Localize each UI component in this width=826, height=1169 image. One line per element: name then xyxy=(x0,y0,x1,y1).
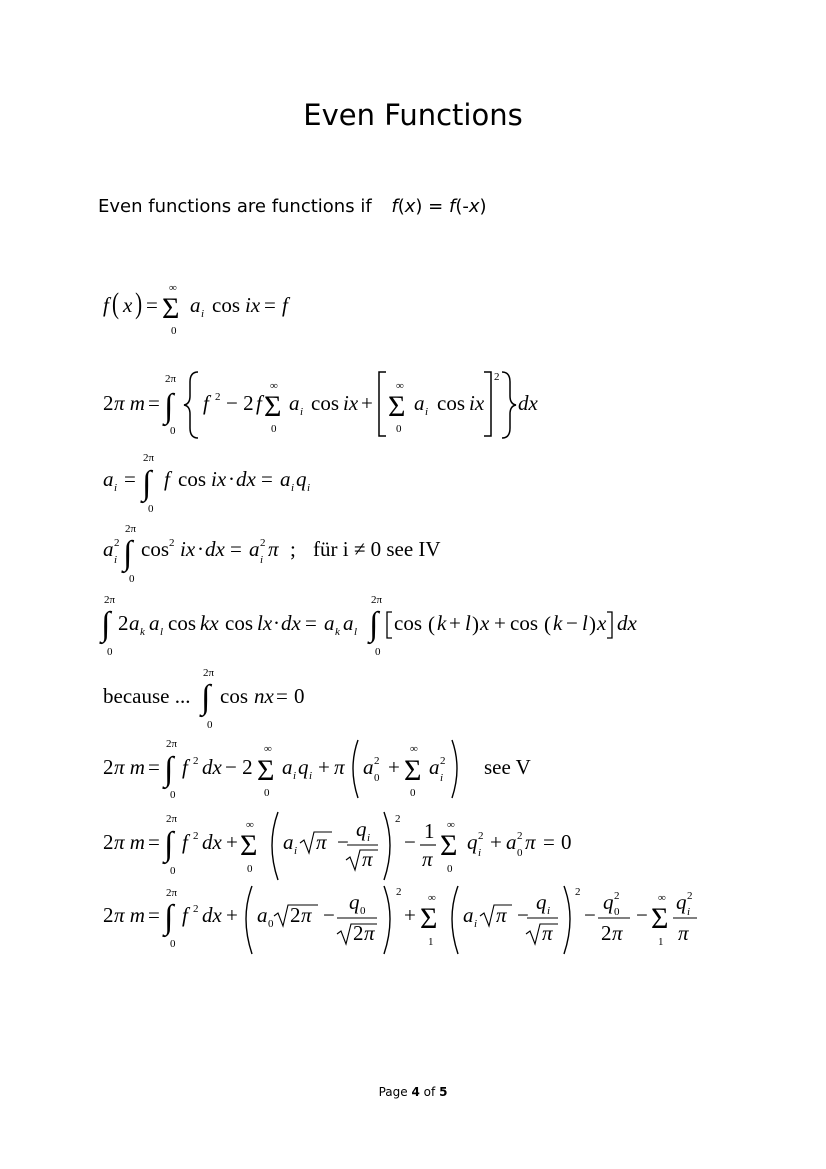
svg-text:cos: cos xyxy=(168,611,196,635)
svg-text:2: 2 xyxy=(601,921,612,945)
svg-text:i: i xyxy=(201,308,205,320)
svg-text:x: x xyxy=(480,611,490,635)
svg-text:a: a xyxy=(289,391,300,415)
svg-text:π: π xyxy=(362,847,373,871)
svg-text:∫: ∫ xyxy=(164,388,174,425)
svg-text:∞: ∞ xyxy=(264,743,272,755)
svg-text:2: 2 xyxy=(103,830,114,854)
svg-text:l: l xyxy=(582,611,588,635)
svg-text:+: + xyxy=(226,903,238,927)
svg-text:f: f xyxy=(182,755,188,779)
equation-2 xyxy=(103,371,539,438)
svg-text:i: i xyxy=(547,905,551,917)
svg-text:−: − xyxy=(323,903,335,927)
svg-text:∞: ∞ xyxy=(658,892,666,904)
svg-text:π: π xyxy=(301,903,312,927)
svg-text:0: 0 xyxy=(171,325,177,337)
svg-text:0: 0 xyxy=(170,425,176,437)
svg-text:0: 0 xyxy=(561,830,572,854)
svg-text:0: 0 xyxy=(207,719,213,731)
svg-text:dx: dx xyxy=(518,391,538,415)
even-condition: f(x) = f(-x) xyxy=(391,196,487,217)
svg-text:+: + xyxy=(449,611,461,635)
svg-text:π: π xyxy=(364,921,375,945)
svg-text:∞: ∞ xyxy=(447,819,455,831)
svg-text:Σ: Σ xyxy=(440,829,458,862)
svg-text:i: i xyxy=(291,482,295,494)
svg-text:2: 2 xyxy=(103,755,114,779)
svg-text:k: k xyxy=(437,611,447,635)
svg-text:∞: ∞ xyxy=(246,819,254,831)
svg-text:=: = xyxy=(148,903,160,927)
svg-text:π m: π m xyxy=(114,903,145,927)
svg-text:f: f xyxy=(256,391,262,415)
svg-text:0: 0 xyxy=(268,918,274,930)
svg-text:dx: dx xyxy=(236,467,256,491)
svg-text:π m: π m xyxy=(114,755,145,779)
svg-text:∫: ∫ xyxy=(201,679,211,716)
svg-text:i: i xyxy=(307,482,311,494)
svg-text:a: a xyxy=(363,755,374,779)
svg-text:0: 0 xyxy=(447,863,453,875)
svg-text:i: i xyxy=(309,770,313,782)
svg-text:i: i xyxy=(474,918,478,930)
svg-text:2π: 2π xyxy=(166,738,178,750)
svg-text:Σ: Σ xyxy=(264,390,282,423)
svg-text:): ) xyxy=(472,612,479,636)
equation-9 xyxy=(103,886,697,954)
svg-text:·: · xyxy=(273,611,280,635)
svg-text:π m: π m xyxy=(114,830,145,854)
svg-text:2: 2 xyxy=(114,537,120,549)
svg-text:+: + xyxy=(361,391,373,415)
svg-text:l: l xyxy=(160,626,164,638)
svg-text:=: = xyxy=(276,684,288,708)
svg-text:2: 2 xyxy=(260,537,266,549)
svg-text:Σ: Σ xyxy=(651,902,669,935)
svg-text:q: q xyxy=(536,890,547,914)
svg-text:=: = xyxy=(148,830,160,854)
svg-text:kx: kx xyxy=(200,611,219,635)
svg-text:2: 2 xyxy=(440,755,446,767)
svg-text:2: 2 xyxy=(614,890,620,902)
svg-text:i: i xyxy=(425,406,429,418)
svg-text:∫: ∫ xyxy=(164,751,174,788)
svg-text:−: − xyxy=(517,903,529,927)
svg-text:π m: π m xyxy=(114,391,145,415)
svg-text:dx: dx xyxy=(202,830,222,854)
footer-total-pages: 5 xyxy=(439,1085,448,1099)
svg-text:∫: ∫ xyxy=(164,826,174,863)
equation-8 xyxy=(103,812,572,880)
svg-text:k: k xyxy=(335,626,340,638)
svg-text:·: · xyxy=(228,467,235,491)
svg-text:2π: 2π xyxy=(125,523,137,535)
svg-text:Σ: Σ xyxy=(388,390,406,423)
svg-text:a: a xyxy=(280,467,291,491)
svg-text:l: l xyxy=(465,611,471,635)
equation-3 xyxy=(103,452,310,515)
svg-text:2π: 2π xyxy=(143,452,155,464)
svg-text:2π: 2π xyxy=(371,594,383,606)
svg-text:a: a xyxy=(324,611,335,635)
svg-text:π: π xyxy=(678,921,689,945)
svg-text:dx: dx xyxy=(281,611,301,635)
svg-text:∫: ∫ xyxy=(123,535,133,572)
svg-text:cos: cos xyxy=(212,293,240,317)
svg-text:2: 2 xyxy=(118,611,129,635)
svg-text:2: 2 xyxy=(215,391,221,403)
footer-current-page: 4 xyxy=(411,1085,420,1099)
svg-text:=: = xyxy=(305,611,317,635)
svg-text:a: a xyxy=(429,755,440,779)
svg-text:Σ: Σ xyxy=(257,754,275,787)
intro-text: Even functions are functions if xyxy=(98,196,372,217)
svg-text:0: 0 xyxy=(271,423,277,435)
svg-text:π: π xyxy=(525,830,536,854)
svg-text:2: 2 xyxy=(193,755,199,767)
svg-text:cos: cos xyxy=(394,611,422,635)
fur-note: für i ≠ 0 see IV xyxy=(313,537,441,561)
svg-text:k: k xyxy=(553,611,563,635)
page-title: Even Functions xyxy=(303,98,523,132)
svg-text:dx: dx xyxy=(202,903,222,927)
svg-text:i: i xyxy=(367,832,371,844)
svg-text:0: 0 xyxy=(517,847,523,859)
svg-text:=: = xyxy=(543,830,555,854)
svg-text:cos: cos xyxy=(220,684,248,708)
svg-text:ix: ix xyxy=(211,467,227,491)
svg-text:∫: ∫ xyxy=(142,465,152,502)
see-v-label: see V xyxy=(484,755,531,779)
svg-text:∞: ∞ xyxy=(169,282,177,294)
svg-text:l: l xyxy=(354,626,358,638)
footer-of-label: of xyxy=(423,1085,436,1099)
svg-text:−: − xyxy=(636,903,648,927)
svg-text:cos: cos xyxy=(437,391,465,415)
svg-text:): ) xyxy=(135,286,143,320)
svg-text:−: − xyxy=(584,903,596,927)
svg-text:a: a xyxy=(283,830,294,854)
svg-text:2: 2 xyxy=(478,830,484,842)
equation-6 xyxy=(103,667,305,731)
svg-text:2π: 2π xyxy=(166,887,178,899)
svg-text:−: − xyxy=(337,830,349,854)
svg-text:0: 0 xyxy=(247,863,253,875)
svg-text:∞: ∞ xyxy=(396,380,404,392)
svg-text:0: 0 xyxy=(170,865,176,877)
svg-text:;: ; xyxy=(290,537,296,561)
svg-text:q: q xyxy=(676,890,687,914)
svg-text:i: i xyxy=(440,772,444,784)
svg-text:0: 0 xyxy=(410,787,416,799)
svg-text:2: 2 xyxy=(517,830,523,842)
svg-text:f: f xyxy=(282,293,288,317)
svg-text:+: + xyxy=(404,903,416,927)
svg-text:π: π xyxy=(268,537,279,561)
svg-text:2: 2 xyxy=(494,371,500,383)
svg-text:∫: ∫ xyxy=(101,606,111,643)
svg-text:0: 0 xyxy=(148,503,154,515)
svg-text:ix: ix xyxy=(180,537,196,561)
svg-text:+: + xyxy=(226,830,238,854)
svg-text:2: 2 xyxy=(193,830,199,842)
svg-text:i: i xyxy=(294,845,298,857)
svg-text:2: 2 xyxy=(353,921,364,945)
svg-text:a: a xyxy=(282,755,293,779)
svg-text:2: 2 xyxy=(396,886,402,898)
svg-text:0: 0 xyxy=(396,423,402,435)
svg-text:π: π xyxy=(612,921,623,945)
svg-text:=: = xyxy=(148,755,160,779)
svg-text:cos: cos xyxy=(141,537,169,561)
svg-text:2: 2 xyxy=(103,391,114,415)
svg-text:i: i xyxy=(114,482,118,494)
svg-text:2: 2 xyxy=(374,755,380,767)
svg-text:i: i xyxy=(293,770,297,782)
svg-text:1: 1 xyxy=(658,936,664,948)
svg-text:1: 1 xyxy=(424,819,435,843)
svg-text:0: 0 xyxy=(374,772,380,784)
svg-text:q: q xyxy=(356,817,367,841)
svg-text:i: i xyxy=(687,906,691,918)
svg-text:2: 2 xyxy=(395,813,401,825)
svg-text:Σ: Σ xyxy=(162,292,180,325)
svg-text:∞: ∞ xyxy=(410,743,418,755)
svg-text:cos: cos xyxy=(225,611,253,635)
svg-text:0: 0 xyxy=(294,684,305,708)
svg-text:=: = xyxy=(124,467,136,491)
svg-text:a: a xyxy=(414,391,425,415)
svg-text:q: q xyxy=(349,890,360,914)
svg-text:− 2: − 2 xyxy=(225,755,253,779)
equation-5 xyxy=(99,594,638,658)
svg-text:∫: ∫ xyxy=(369,606,379,643)
svg-text:Σ: Σ xyxy=(404,754,422,787)
svg-text:a: a xyxy=(129,611,140,635)
svg-text:k: k xyxy=(140,626,145,638)
svg-text:=: = xyxy=(146,293,158,317)
svg-text:f: f xyxy=(182,830,188,854)
svg-text:2π: 2π xyxy=(165,373,177,385)
svg-text:0: 0 xyxy=(264,787,270,799)
svg-text:q: q xyxy=(298,755,309,779)
svg-text:=: = xyxy=(261,467,273,491)
svg-text:a: a xyxy=(463,903,474,927)
svg-text:f: f xyxy=(103,293,109,317)
svg-text:i: i xyxy=(260,554,264,566)
svg-text:π: π xyxy=(542,921,553,945)
svg-text:a: a xyxy=(506,830,517,854)
svg-text:∫: ∫ xyxy=(164,899,174,936)
svg-text:Σ: Σ xyxy=(240,829,258,862)
svg-text:): ) xyxy=(589,612,596,636)
page-footer xyxy=(0,1085,826,1099)
svg-text:cos: cos xyxy=(510,611,538,635)
svg-text:0: 0 xyxy=(360,905,366,917)
svg-text:2π: 2π xyxy=(104,594,116,606)
svg-text:∞: ∞ xyxy=(428,892,436,904)
svg-text:dx: dx xyxy=(202,755,222,779)
svg-text:cos: cos xyxy=(311,391,339,415)
svg-text:∞: ∞ xyxy=(270,380,278,392)
svg-text:2: 2 xyxy=(169,537,175,549)
svg-text:0: 0 xyxy=(170,789,176,801)
svg-text:2π: 2π xyxy=(166,813,178,825)
svg-text:0: 0 xyxy=(614,906,620,918)
svg-text:2: 2 xyxy=(103,903,114,927)
svg-text:a: a xyxy=(249,537,260,561)
svg-text:− 2: − 2 xyxy=(226,391,254,415)
svg-text:x: x xyxy=(597,611,607,635)
svg-text:q: q xyxy=(603,890,614,914)
svg-text:π: π xyxy=(422,847,433,871)
svg-text:a: a xyxy=(149,611,160,635)
svg-text:a: a xyxy=(190,293,201,317)
svg-text:a: a xyxy=(257,903,268,927)
svg-text:lx: lx xyxy=(257,611,273,635)
svg-text:2: 2 xyxy=(193,903,199,915)
svg-text:0: 0 xyxy=(375,646,381,658)
svg-text:(: ( xyxy=(112,286,119,320)
svg-text:a: a xyxy=(103,537,114,561)
svg-text:−: − xyxy=(404,830,416,854)
svg-text:π: π xyxy=(334,755,345,779)
svg-text:π: π xyxy=(316,830,327,854)
svg-text:q: q xyxy=(296,467,307,491)
svg-text:2π: 2π xyxy=(203,667,215,679)
svg-text:=: = xyxy=(264,293,276,317)
svg-text:ix: ix xyxy=(245,293,261,317)
svg-text:a: a xyxy=(103,467,114,491)
svg-text:π: π xyxy=(496,903,507,927)
svg-text:f: f xyxy=(182,903,188,927)
svg-text:dx: dx xyxy=(617,611,637,635)
svg-text:q: q xyxy=(467,830,478,854)
footer-page-label: Page xyxy=(378,1085,408,1099)
svg-text:dx: dx xyxy=(205,537,225,561)
svg-text:0: 0 xyxy=(170,938,176,950)
svg-text:nx: nx xyxy=(254,684,274,708)
svg-text:(: ( xyxy=(428,612,435,636)
svg-text:x: x xyxy=(123,293,133,317)
svg-text:−: − xyxy=(566,611,578,635)
equation-7 xyxy=(103,738,531,801)
svg-text:2: 2 xyxy=(290,903,301,927)
svg-text:i: i xyxy=(478,847,482,859)
svg-text:ix: ix xyxy=(343,391,359,415)
svg-text:f: f xyxy=(203,391,209,415)
equation-4 xyxy=(103,523,441,585)
svg-text:a: a xyxy=(343,611,354,635)
svg-text:2: 2 xyxy=(687,890,693,902)
svg-text:=: = xyxy=(148,391,160,415)
svg-text:i: i xyxy=(114,554,118,566)
svg-text:f: f xyxy=(164,467,170,491)
svg-text:1: 1 xyxy=(428,936,434,948)
svg-text:+: + xyxy=(494,611,506,635)
svg-text:+: + xyxy=(490,830,502,854)
svg-text:ix: ix xyxy=(469,391,485,415)
svg-text:2: 2 xyxy=(575,886,581,898)
svg-text:0: 0 xyxy=(107,646,113,658)
svg-text:cos: cos xyxy=(178,467,206,491)
svg-text:·: · xyxy=(197,537,204,561)
svg-text:i: i xyxy=(300,406,304,418)
svg-text:=: = xyxy=(230,537,242,561)
svg-text:Σ: Σ xyxy=(420,902,438,935)
because-label: because ... xyxy=(103,684,191,708)
svg-text:(: ( xyxy=(544,612,551,636)
svg-text:0: 0 xyxy=(129,573,135,585)
equation-1 xyxy=(103,282,291,337)
svg-text:+: + xyxy=(388,755,400,779)
svg-text:+: + xyxy=(318,755,330,779)
